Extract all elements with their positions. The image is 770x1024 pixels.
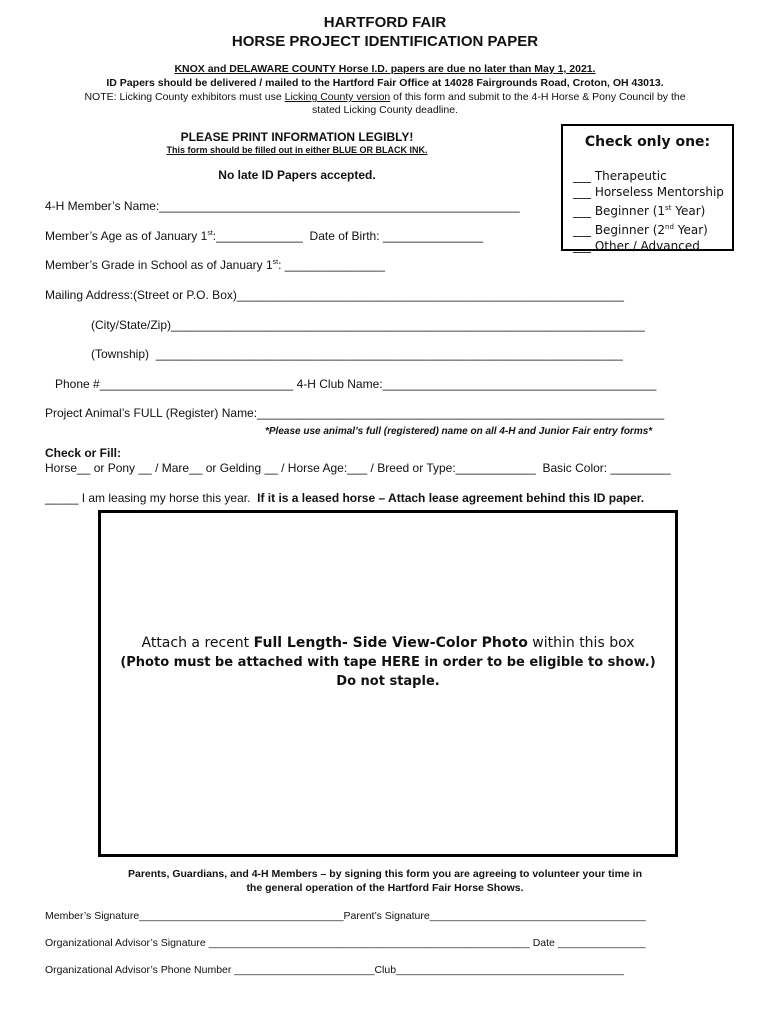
due-notice: KNOX and DELAWARE COUNTY Horse I.D. papers are due no later than May 1, 2021. bbox=[174, 63, 596, 75]
grade-sup: st bbox=[272, 259, 279, 266]
option-other-advanced[interactable]: ___ Other / Advanced bbox=[573, 239, 700, 253]
age-sup: st bbox=[207, 230, 213, 237]
option-beginner-1-label: ___ Beginner (1 bbox=[573, 204, 666, 218]
option-beginner-2nd-year[interactable] bbox=[573, 219, 724, 238]
photo-line1-prefix: Attach a recent bbox=[141, 635, 254, 651]
option-horseless-mentorship[interactable]: ___ Horseless Mentorship bbox=[573, 185, 724, 199]
print-legibly: PLEASE PRINT INFORMATION LEGIBLY! bbox=[180, 130, 414, 144]
city-state-zip-field[interactable]: (City/State/Zip)_______________________________________________________________________ bbox=[91, 318, 645, 332]
photo-attachment-box[interactable] bbox=[98, 510, 678, 857]
option-sup-nd: nd bbox=[665, 223, 674, 231]
licking-note bbox=[0, 91, 770, 103]
form-title: HARTFORD FAIR bbox=[323, 14, 447, 31]
photo-instruction-line1 bbox=[101, 635, 675, 651]
licking-note-suffix: of this form and submit to the 4-H Horse & Pony Council by the bbox=[390, 91, 686, 103]
member-age-field[interactable] bbox=[45, 229, 483, 243]
no-late-notice: No late ID Papers accepted. bbox=[218, 168, 376, 182]
horse-details-field[interactable]: Horse__ or Pony __ / Mare__ or Gelding __ / Horse Age:___ / Breed or Type:____________ Basic Color: _________ bbox=[45, 461, 671, 475]
photo-instruction-line3: Do not staple. bbox=[336, 674, 440, 689]
licking-county-version-link[interactable]: Licking County version bbox=[284, 91, 391, 103]
check-only-one-box bbox=[561, 124, 734, 251]
option-beginner-2-suffix: Year) bbox=[673, 223, 708, 237]
project-animal-name-field[interactable]: Project Animal’s FULL (Register) Name:_____________________________________________________________ bbox=[45, 406, 665, 420]
option-sup-st: st bbox=[665, 204, 672, 212]
check-or-fill-label: Check or Fill: bbox=[45, 446, 122, 460]
phone-club-field[interactable]: Phone #_____________________________ 4-H Club Name:_________________________________________ bbox=[55, 377, 657, 391]
member-name-field[interactable]: 4-H Member’s Name:______________________________________________________ bbox=[45, 199, 520, 213]
photo-line1-bold: Full Length- Side View-Color Photo bbox=[253, 635, 528, 651]
deliver-notice: ID Papers should be delivered / mailed to the Hartford Fair Office at 14028 Fairgrounds Road, Croton, OH 43013. bbox=[106, 77, 664, 89]
leasing-label: _____ I am leasing my horse this year. bbox=[45, 491, 258, 505]
age-label: Member’s Age as of January 1 bbox=[45, 229, 208, 243]
mailing-address-field[interactable]: Mailing Address:(Street or P.O. Box)__________________________________________________________ bbox=[45, 288, 624, 302]
option-beginner-1-suffix: Year) bbox=[671, 204, 706, 218]
member-grade-field[interactable] bbox=[45, 258, 385, 272]
advisor-phone-club-field[interactable]: Organizational Advisor’s Phone Number ________________________Club_______________________________________ bbox=[45, 964, 624, 976]
form-subtitle: HORSE PROJECT IDENTIFICATION PAPER bbox=[231, 33, 539, 50]
option-beginner-1st-year[interactable] bbox=[573, 200, 724, 219]
member-parent-signature-field[interactable]: Member’s Signature___________________________________Parent’s Signature_____________________________________ bbox=[45, 910, 646, 922]
grade-label: Member’s Grade in School as of January 1 bbox=[45, 258, 273, 272]
photo-instruction-line2: (Photo must be attached with tape HERE in order to be eligible to show.) bbox=[120, 655, 656, 670]
check-only-one-title: Check only one: bbox=[584, 134, 711, 150]
option-therapeutic[interactable]: ___ Therapeutic bbox=[573, 169, 667, 183]
volunteer-notice-line2: the general operation of the Hartford Fair Horse Shows. bbox=[246, 882, 524, 894]
licking-note-line2: stated Licking County deadline. bbox=[312, 104, 458, 116]
ink-note: This form should be filled out in either BLUE OR BLACK INK. bbox=[166, 145, 428, 155]
age-dob-line: :_____________ Date of Birth: _______________ bbox=[212, 229, 483, 243]
photo-line1-suffix: within this box bbox=[527, 635, 635, 651]
licking-note-prefix: NOTE: Licking County exhibitors must use bbox=[84, 91, 285, 103]
option-beginner-2-label: ___ Beginner (2 bbox=[573, 223, 666, 237]
advisor-signature-field[interactable]: Organizational Advisor’s Signature _______________________________________________________ Date _______________ bbox=[45, 937, 646, 949]
leasing-field[interactable] bbox=[45, 491, 644, 505]
township-field[interactable]: (Township) ______________________________________________________________________ bbox=[91, 347, 623, 361]
volunteer-notice-line1: Parents, Guardians, and 4-H Members – by signing this form you are agreeing to volunteer your time in bbox=[127, 868, 643, 880]
grade-line: : _______________ bbox=[278, 258, 385, 272]
leasing-instruction: If it is a leased horse – Attach lease agreement behind this ID paper. bbox=[257, 491, 645, 505]
animal-name-note: *Please use animal’s full (registered) name on all 4-H and Junior Fair entry forms* bbox=[265, 426, 653, 437]
